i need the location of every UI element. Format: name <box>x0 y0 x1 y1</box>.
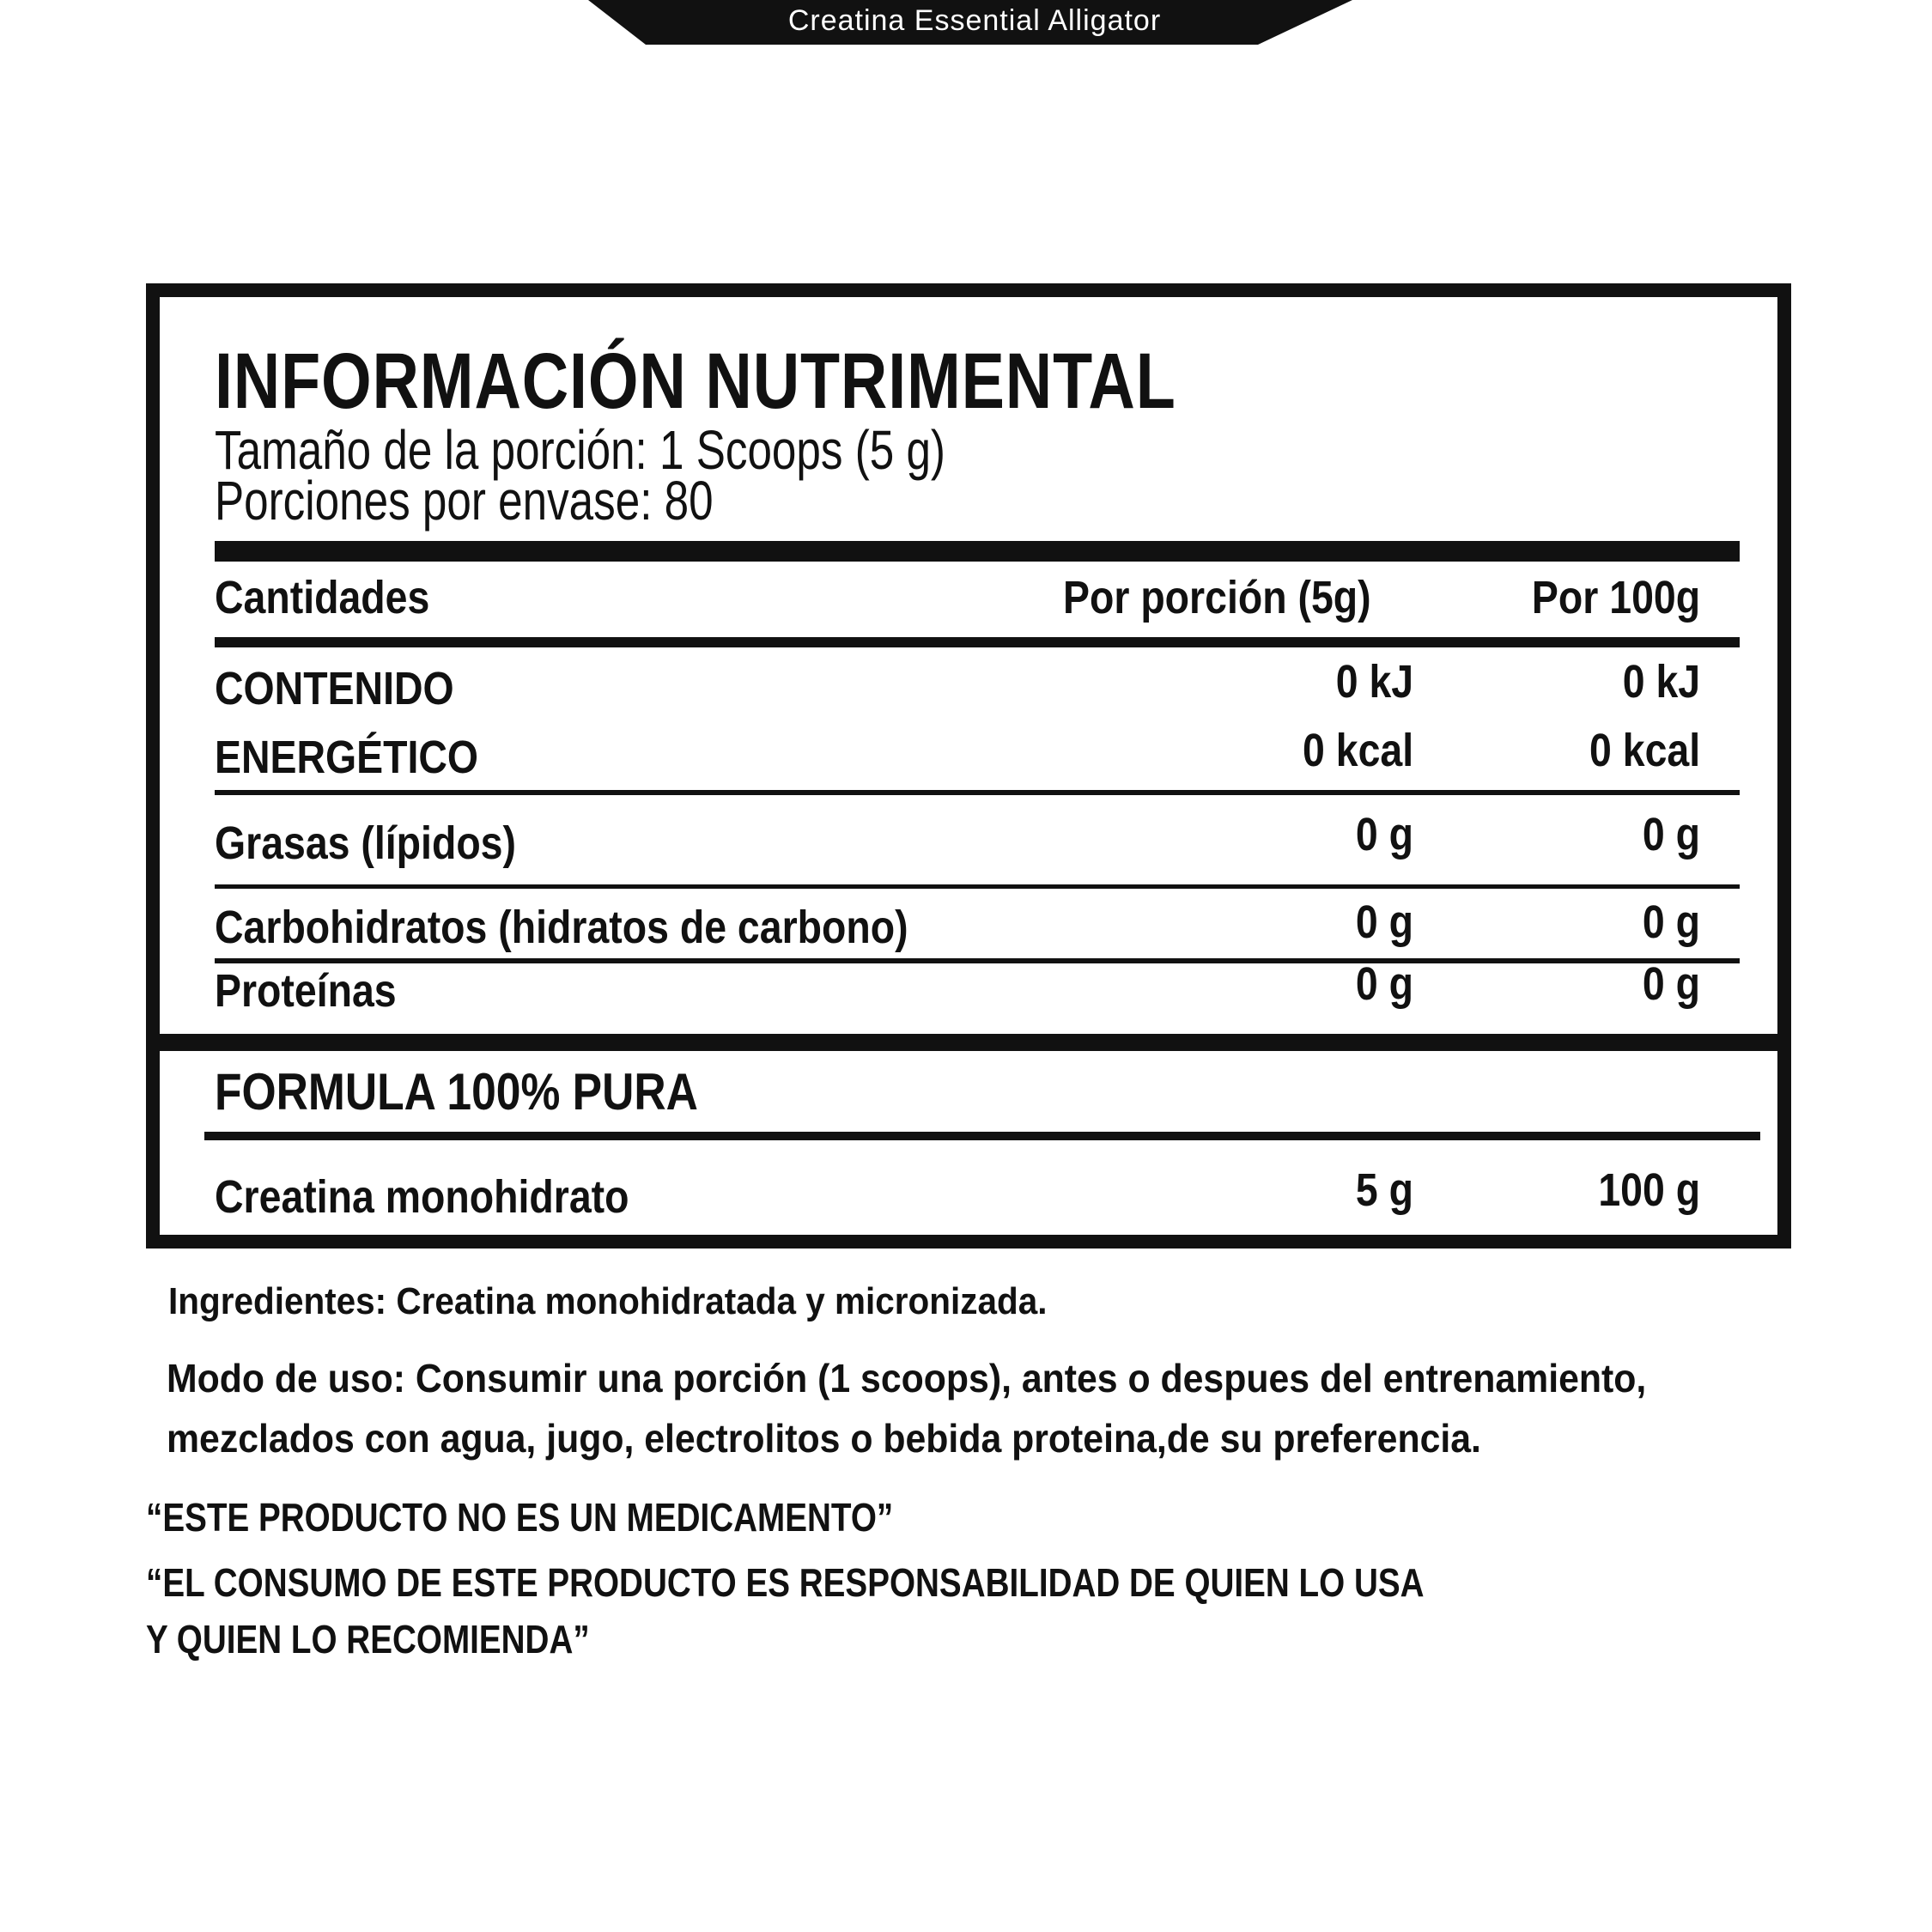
servings-per-container: Porciones por envase: 80 <box>215 470 714 532</box>
section-divider <box>160 1034 1783 1051</box>
banner-title: Creatina Essential Alligator <box>787 4 1162 37</box>
usage-text-line2: mezclados con agua, jugo, electrolitos o bebida proteina,de su preferencia. <box>167 1416 1481 1461</box>
ingredients-text: Ingredientes: Creatina monohidratada y micronizada. <box>168 1280 1048 1322</box>
warning-responsibility-line2: Y QUIEN LO RECOMIENDA” <box>146 1617 590 1662</box>
energy-label-line2: ENERGÉTICO <box>215 732 479 783</box>
warning-responsibility-line1: “EL CONSUMO DE ESTE PRODUCTO ES RESPONSABILIDAD DE QUIEN LO USA <box>146 1560 1425 1605</box>
row-divider <box>215 790 1740 795</box>
carbs-per-serving: 0 g <box>1355 896 1413 948</box>
protein-per-100g: 0 g <box>1642 958 1700 1010</box>
carbs-per-100g: 0 g <box>1642 896 1700 948</box>
label-title: INFORMACIÓN NUTRIMENTAL <box>215 337 1176 425</box>
formula-divider <box>204 1132 1760 1140</box>
fat-label: Grasas (lípidos) <box>215 817 516 869</box>
protein-label: Proteínas <box>215 965 397 1017</box>
warning-not-medicine: “ESTE PRODUCTO NO ES UN MEDICAMENTO” <box>146 1495 894 1540</box>
energy-per-100g-kj: 0 kJ <box>1622 656 1700 708</box>
serving-size: Tamaño de la porción: 1 Scoops (5 g) <box>215 419 945 481</box>
column-header-per-100g: Por 100g <box>1531 572 1700 623</box>
energy-label-line1: CONTENIDO <box>215 663 454 714</box>
creatine-per-serving: 5 g <box>1355 1164 1413 1216</box>
row-divider <box>215 958 1740 963</box>
column-header-per-serving: Por porción (5g) <box>1063 572 1371 623</box>
column-header-amounts: Cantidades <box>215 572 430 623</box>
nutrition-label <box>146 283 1791 1249</box>
creatine-per-100g: 100 g <box>1598 1164 1700 1216</box>
energy-per-serving-kcal: 0 kcal <box>1302 725 1413 776</box>
thick-divider <box>215 541 1740 562</box>
energy-per-serving-kj: 0 kJ <box>1335 656 1413 708</box>
usage-text-line1: Modo de uso: Consumir una porción (1 scoops), antes o despues del entrenamiento, <box>167 1356 1647 1400</box>
fat-per-100g: 0 g <box>1642 809 1700 860</box>
row-divider <box>215 884 1740 889</box>
header-divider <box>215 637 1740 647</box>
formula-heading: FORMULA 100% PURA <box>215 1063 698 1121</box>
top-banner <box>0 0 1932 45</box>
carbs-label: Carbohidratos (hidratos de carbono) <box>215 902 908 953</box>
protein-per-serving: 0 g <box>1355 958 1413 1010</box>
energy-per-100g-kcal: 0 kcal <box>1589 725 1700 776</box>
creatine-label: Creatina monohidrato <box>215 1171 629 1223</box>
fat-per-serving: 0 g <box>1355 809 1413 860</box>
